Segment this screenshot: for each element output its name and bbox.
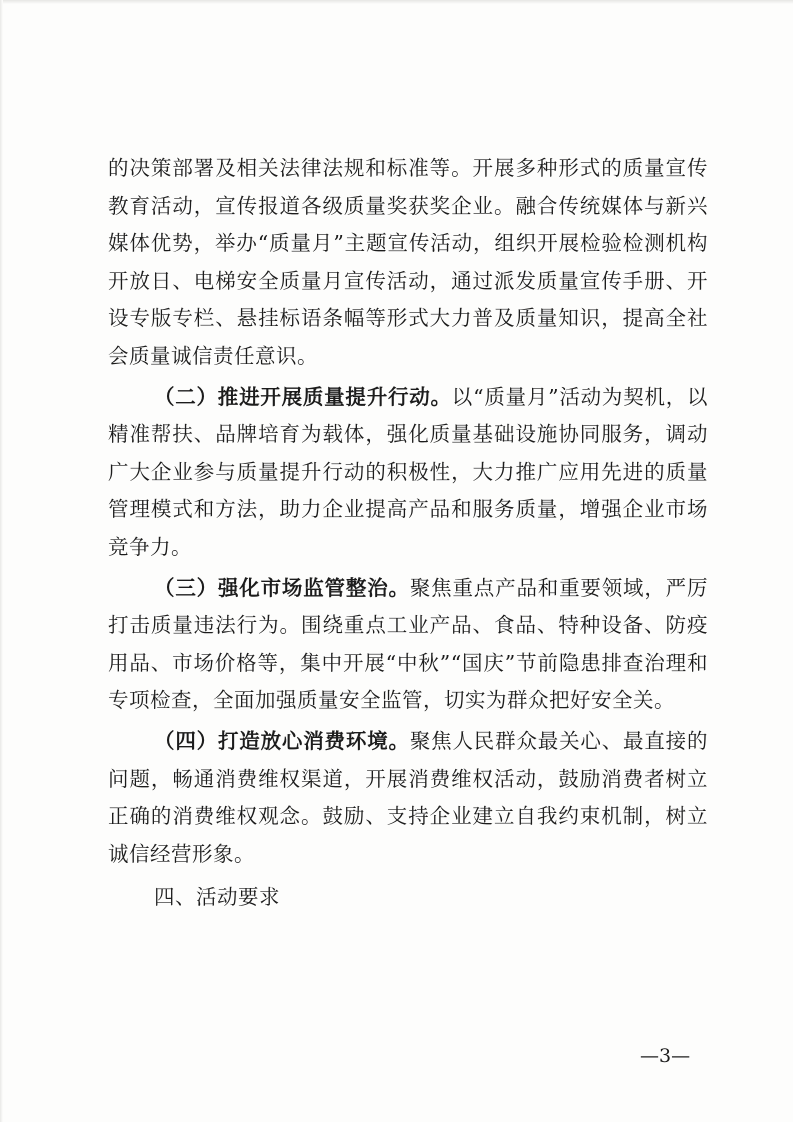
scan-edge-top <box>0 0 793 4</box>
document-body <box>108 150 708 917</box>
page-number: —3— <box>640 1045 691 1067</box>
scan-edge-left <box>0 0 3 1122</box>
paragraph-text: 以“质量月”活动为契机，以精准帮扶、品牌培育为载体，强化质量基础设施协同服务，调动广大企业参与质量提升行动的积极性，大力推广应用先进的质量管理模式和方法，助力企业提高产品和服务质量，增强企业市场竞争力。 <box>108 384 709 559</box>
paragraph-text: 聚焦重点产品和重要领域，严厉打击质量违法行为。围绕重点工业产品、食品、特种设备、防疫用品、市场价格等，集中开展“中秋”“国庆”节前隐患排查治理和专项检查，全面加强质量安全监管，切实为群众把好安全关。 <box>108 575 709 713</box>
paragraph-text: 聚焦人民群众最关心、最直接的问题，畅通消费维权渠道，开展消费维权活动，鼓励消费者树立正确的消费维权观念。鼓励、支持企业建立自我约束机制，树立诚信经营形象。 <box>108 728 709 866</box>
paragraph-quality-improvement <box>108 379 708 567</box>
paragraph-continuation <box>108 150 708 376</box>
section-heading: 四、活动要求 <box>154 885 280 910</box>
paragraph-consumer-environment <box>108 723 708 873</box>
paragraph-lead: （二）推进开展质量提升行动。 <box>154 384 452 409</box>
paragraph-text: 的决策部署及相关法律法规和标准等。开展多种形式的质量宣传教育活动，宣传报道各级质量奖获奖企业。融合传统媒体与新兴媒体优势，举办“质量月”主题宣传活动，组织开展检验检测机构开放日、电梯安全质量月宣传活动，通过派发质量宣传手册、开设专版专栏、悬挂标语条幅等形式大力普及质量知识，提高全社会质量诚信责任意识。 <box>108 156 708 368</box>
paragraph-lead: （四）打造放心消费环境。 <box>154 728 410 753</box>
paragraph-market-supervision <box>108 570 708 720</box>
paragraph-lead: （三）强化市场监管整治。 <box>154 575 410 600</box>
